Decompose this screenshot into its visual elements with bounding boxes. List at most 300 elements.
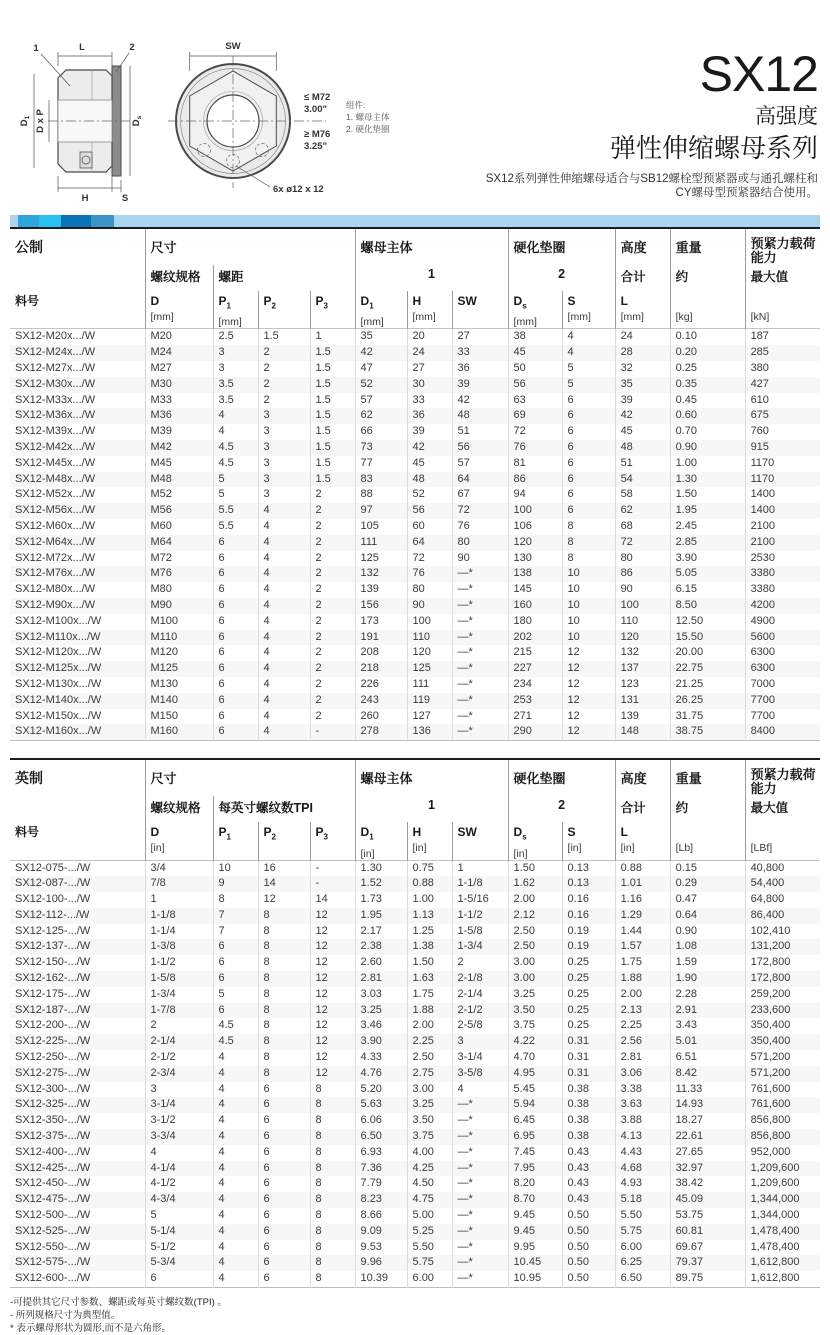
value-cell: 4 bbox=[562, 329, 615, 345]
part-number-cell: SX12-300-.../W bbox=[15, 1082, 91, 1095]
value-cell: 6 bbox=[213, 598, 258, 614]
value-cell: 0.70 bbox=[670, 424, 745, 440]
table-row bbox=[10, 709, 820, 725]
value-cell: 0.10 bbox=[670, 329, 745, 345]
table-row bbox=[10, 487, 820, 503]
value-cell: 3-1/2 bbox=[145, 1113, 213, 1129]
value-cell: 123 bbox=[615, 677, 670, 693]
sub-header-row bbox=[10, 265, 820, 291]
value-cell: 6300 bbox=[745, 661, 820, 677]
value-cell: 5-1/2 bbox=[145, 1240, 213, 1256]
table-row bbox=[10, 1066, 820, 1082]
column-header-cell: [kg] bbox=[670, 291, 745, 329]
value-cell: 5 bbox=[213, 487, 258, 503]
table-row bbox=[10, 1097, 820, 1113]
value-cell: —* bbox=[452, 1129, 508, 1145]
column-header-cell: [Lb] bbox=[670, 822, 745, 860]
value-cell: —* bbox=[452, 1271, 508, 1287]
table-row bbox=[10, 1082, 820, 1098]
column-header-cell: [kN] bbox=[745, 291, 820, 329]
value-cell: 2 bbox=[310, 661, 355, 677]
part-number-cell: SX12-175-.../W bbox=[15, 987, 91, 1000]
value-cell: 0.90 bbox=[670, 440, 745, 456]
value-cell: 9.45 bbox=[508, 1208, 562, 1224]
value-cell: 215 bbox=[508, 645, 562, 661]
value-cell: —* bbox=[452, 1255, 508, 1271]
column-header-cell: S [in] bbox=[562, 822, 615, 860]
value-cell: 0.38 bbox=[562, 1097, 615, 1113]
value-cell: 1.59 bbox=[670, 955, 745, 971]
value-cell: —* bbox=[452, 598, 508, 614]
value-cell: 3.5 bbox=[213, 377, 258, 393]
value-cell: 1 bbox=[310, 329, 355, 345]
value-cell: 610 bbox=[745, 393, 820, 409]
value-cell: 100 bbox=[508, 503, 562, 519]
value-cell: 5.63 bbox=[355, 1097, 407, 1113]
value-cell: 12 bbox=[310, 1003, 355, 1019]
value-cell: 1.44 bbox=[615, 924, 670, 940]
imperial-table-body bbox=[10, 860, 820, 1288]
value-cell: 10 bbox=[562, 598, 615, 614]
table-row bbox=[10, 955, 820, 971]
value-cell: 2.25 bbox=[407, 1034, 452, 1050]
part-number-cell: SX12-M27x.../W bbox=[15, 361, 96, 374]
value-cell: 136 bbox=[407, 724, 452, 740]
value-cell: 6.00 bbox=[407, 1271, 452, 1287]
value-cell: 1.5 bbox=[258, 329, 310, 345]
value-cell: 36 bbox=[407, 408, 452, 424]
approx-header: 约 bbox=[670, 796, 745, 822]
value-cell: 64 bbox=[407, 535, 452, 551]
value-cell: 856,800 bbox=[745, 1129, 820, 1145]
value-cell: 1-5/16 bbox=[452, 892, 508, 908]
value-cell: 5.5 bbox=[213, 519, 258, 535]
value-cell: 1.25 bbox=[407, 924, 452, 940]
value-cell: 2 bbox=[258, 377, 310, 393]
value-cell: 5.20 bbox=[355, 1082, 407, 1098]
value-cell: 1 bbox=[452, 860, 508, 876]
value-cell: 42 bbox=[615, 408, 670, 424]
value-cell: 62 bbox=[355, 408, 407, 424]
value-cell: 5 bbox=[213, 472, 258, 488]
table-row bbox=[10, 1208, 820, 1224]
table-row bbox=[10, 908, 820, 924]
value-cell: 4.43 bbox=[615, 1145, 670, 1161]
value-cell: 54 bbox=[615, 472, 670, 488]
value-cell: 80 bbox=[452, 535, 508, 551]
value-cell: 138 bbox=[508, 566, 562, 582]
value-cell: M52 bbox=[145, 487, 213, 503]
part-number-cell: SX12-M72x.../W bbox=[15, 551, 96, 564]
value-cell: 9.95 bbox=[508, 1240, 562, 1256]
value-cell: 350,400 bbox=[745, 1034, 820, 1050]
value-cell: 1-1/8 bbox=[452, 876, 508, 892]
column-header-cell: D [in] bbox=[145, 822, 213, 860]
value-cell: 2.50 bbox=[508, 924, 562, 940]
part-number-cell: SX12-M33x.../W bbox=[15, 393, 96, 406]
value-cell: 33 bbox=[452, 345, 508, 361]
value-cell: 1-7/8 bbox=[145, 1003, 213, 1019]
value-cell: 12 bbox=[562, 709, 615, 725]
part-number-cell: SX12-M48x.../W bbox=[15, 472, 96, 485]
part-number-cell: SX12-200-.../W bbox=[15, 1019, 91, 1032]
value-cell: 6 bbox=[562, 393, 615, 409]
group-height: 高度 bbox=[615, 759, 670, 796]
value-cell: 8 bbox=[258, 1066, 310, 1082]
value-cell: 4-1/2 bbox=[145, 1176, 213, 1192]
part-number-cell: SX12-225-.../W bbox=[15, 1035, 91, 1048]
value-cell: 131 bbox=[615, 693, 670, 709]
value-cell: 1.95 bbox=[355, 908, 407, 924]
part-number-cell: SX12-112-.../W bbox=[15, 908, 90, 921]
column-header-cell: S [mm] bbox=[562, 291, 615, 329]
part-number-cell: SX12-M76x.../W bbox=[15, 567, 96, 580]
metric-table-body bbox=[10, 329, 820, 741]
group-size: 尺寸 bbox=[145, 759, 355, 796]
value-cell: 2.5 bbox=[213, 329, 258, 345]
value-cell: 4 bbox=[213, 1145, 258, 1161]
value-cell: 427 bbox=[745, 377, 820, 393]
value-cell: 0.25 bbox=[562, 971, 615, 987]
value-cell: 132 bbox=[355, 566, 407, 582]
value-cell: 4 bbox=[258, 582, 310, 598]
value-cell: 145 bbox=[508, 582, 562, 598]
table-row bbox=[10, 1018, 820, 1034]
value-cell: M33 bbox=[145, 393, 213, 409]
value-cell: 4 bbox=[213, 1161, 258, 1177]
value-cell: 5.25 bbox=[407, 1224, 452, 1240]
value-cell: 1.38 bbox=[407, 939, 452, 955]
value-cell: 0.13 bbox=[562, 876, 615, 892]
value-cell: 253 bbox=[508, 693, 562, 709]
value-cell: 4 bbox=[213, 424, 258, 440]
legend-title: 组件: bbox=[346, 100, 366, 110]
value-cell: 1.01 bbox=[615, 876, 670, 892]
table-row bbox=[10, 1034, 820, 1050]
value-cell: 2-3/4 bbox=[145, 1066, 213, 1082]
table-row bbox=[10, 582, 820, 598]
value-cell: 0.15 bbox=[670, 860, 745, 876]
value-cell: 10.95 bbox=[508, 1271, 562, 1287]
group-header-row bbox=[10, 759, 820, 796]
value-cell: M120 bbox=[145, 645, 213, 661]
part-number-cell: SX12-M120x.../W bbox=[15, 646, 102, 659]
group-weight: 重量 bbox=[670, 759, 745, 796]
value-cell: 10 bbox=[562, 582, 615, 598]
value-cell: 2 bbox=[310, 645, 355, 661]
value-cell: 57 bbox=[452, 456, 508, 472]
value-cell: 4 bbox=[258, 630, 310, 646]
value-cell: 2 bbox=[310, 551, 355, 567]
value-cell: 8 bbox=[258, 1003, 310, 1019]
table-row bbox=[10, 1255, 820, 1271]
part-number-cell: SX12-M125x.../W bbox=[15, 662, 102, 675]
value-cell: 60 bbox=[407, 519, 452, 535]
value-cell: 88 bbox=[355, 487, 407, 503]
value-cell: 3.63 bbox=[615, 1097, 670, 1113]
group-nut-body: 螺母主体 bbox=[355, 759, 508, 796]
group-height: 高度 bbox=[615, 228, 670, 265]
part-number-cell: SX12-525-.../W bbox=[15, 1224, 91, 1237]
value-cell: 6.25 bbox=[615, 1255, 670, 1271]
metric-table bbox=[10, 227, 820, 741]
table-row bbox=[10, 924, 820, 940]
value-cell: 69 bbox=[508, 408, 562, 424]
value-cell: 8.20 bbox=[508, 1176, 562, 1192]
value-cell: 3.75 bbox=[407, 1129, 452, 1145]
value-cell: 6 bbox=[562, 487, 615, 503]
value-cell: 39 bbox=[452, 377, 508, 393]
value-cell: M39 bbox=[145, 424, 213, 440]
value-cell: 6 bbox=[258, 1192, 310, 1208]
dim-washer-thickness-label: S bbox=[121, 193, 129, 204]
value-cell: 6 bbox=[213, 582, 258, 598]
table-row bbox=[10, 424, 820, 440]
value-cell: 26.25 bbox=[670, 693, 745, 709]
part-number-cell: SX12-100-.../W bbox=[15, 893, 91, 906]
bore-circle bbox=[207, 95, 259, 147]
value-cell: 2100 bbox=[745, 535, 820, 551]
value-cell: 33 bbox=[407, 393, 452, 409]
value-cell: 8 bbox=[310, 1224, 355, 1240]
value-cell: M160 bbox=[145, 724, 213, 740]
page-subtitle-strength: 高强度 bbox=[755, 105, 818, 128]
empty-cell bbox=[10, 796, 145, 822]
group-washer: 硬化垫圈 bbox=[508, 759, 615, 796]
value-cell: 6 bbox=[562, 408, 615, 424]
value-cell: 4 bbox=[258, 661, 310, 677]
column-header-cell: SW bbox=[452, 291, 508, 329]
value-cell: 39 bbox=[407, 424, 452, 440]
value-cell: 6 bbox=[213, 971, 258, 987]
value-cell: —* bbox=[452, 1097, 508, 1113]
value-cell: 77 bbox=[355, 456, 407, 472]
value-cell: 3380 bbox=[745, 582, 820, 598]
value-cell: 20.00 bbox=[670, 645, 745, 661]
value-cell: 1-1/8 bbox=[145, 908, 213, 924]
part-number-cell: SX12-M56x.../W bbox=[15, 504, 96, 517]
value-cell: 7.36 bbox=[355, 1161, 407, 1177]
part-number-cell: SX12-500-.../W bbox=[15, 1209, 91, 1222]
hex-limit-small-inch: 3.00" bbox=[304, 104, 327, 115]
value-cell: 173 bbox=[355, 614, 407, 630]
part-number-cell: SX12-125-.../W bbox=[15, 924, 91, 937]
value-cell: 2.28 bbox=[670, 987, 745, 1003]
column-header-cell: $P_2$ bbox=[258, 822, 310, 860]
group-size: 尺寸 bbox=[145, 228, 355, 265]
value-cell: 1.13 bbox=[407, 908, 452, 924]
value-cell: 12 bbox=[310, 939, 355, 955]
table-row bbox=[10, 440, 820, 456]
max-header: 最大值 bbox=[745, 796, 820, 822]
value-cell: 3 bbox=[145, 1082, 213, 1098]
value-cell: 8.23 bbox=[355, 1192, 407, 1208]
value-cell: 4.95 bbox=[508, 1066, 562, 1082]
table-row bbox=[10, 677, 820, 693]
table-row bbox=[10, 987, 820, 1003]
value-cell: 0.13 bbox=[562, 860, 615, 876]
value-cell: 4.25 bbox=[407, 1161, 452, 1177]
value-cell: 1.5 bbox=[310, 345, 355, 361]
value-cell: 39 bbox=[615, 393, 670, 409]
value-cell: - bbox=[310, 860, 355, 876]
nut-drawing-svg bbox=[8, 36, 428, 211]
value-cell: —* bbox=[452, 1192, 508, 1208]
value-cell: 2 bbox=[310, 582, 355, 598]
value-cell: 1170 bbox=[745, 472, 820, 488]
value-cell: 3.00 bbox=[407, 1082, 452, 1098]
value-cell: 12 bbox=[310, 1066, 355, 1082]
value-cell: 4.70 bbox=[508, 1050, 562, 1066]
value-cell: 290 bbox=[508, 724, 562, 740]
value-cell: 1.5 bbox=[310, 361, 355, 377]
value-cell: 76 bbox=[407, 566, 452, 582]
value-cell: 6.00 bbox=[615, 1240, 670, 1256]
table-row bbox=[10, 329, 820, 345]
value-cell: 4.5 bbox=[213, 1018, 258, 1034]
value-cell: 111 bbox=[407, 677, 452, 693]
table-row bbox=[10, 456, 820, 472]
value-cell: 4 bbox=[258, 614, 310, 630]
value-cell: —* bbox=[452, 661, 508, 677]
value-cell: —* bbox=[452, 566, 508, 582]
part-number-cell: SX12-M90x.../W bbox=[15, 598, 96, 611]
value-cell: 86,400 bbox=[745, 908, 820, 924]
value-cell: 6 bbox=[258, 1240, 310, 1256]
part-number-cell: SX12-M130x.../W bbox=[15, 677, 102, 690]
value-cell: 234 bbox=[508, 677, 562, 693]
value-cell: 94 bbox=[508, 487, 562, 503]
value-cell: 22.75 bbox=[670, 661, 745, 677]
column-header-cell: $P_2$ bbox=[258, 291, 310, 329]
value-cell: 1.50 bbox=[508, 860, 562, 876]
value-cell: 52 bbox=[407, 487, 452, 503]
value-cell: 12 bbox=[310, 924, 355, 940]
value-cell: - bbox=[310, 724, 355, 740]
value-cell: 10.45 bbox=[508, 1255, 562, 1271]
value-cell: 3.75 bbox=[508, 1018, 562, 1034]
sub-header-row bbox=[10, 796, 820, 822]
value-cell: 8 bbox=[310, 1145, 355, 1161]
value-cell: 2.75 bbox=[407, 1066, 452, 1082]
dim-thread-label: D x P bbox=[35, 109, 46, 133]
value-cell: 952,000 bbox=[745, 1145, 820, 1161]
value-cell: 30 bbox=[407, 377, 452, 393]
value-cell: 125 bbox=[407, 661, 452, 677]
value-cell: 3-5/8 bbox=[452, 1066, 508, 1082]
accent-bar-segment bbox=[61, 215, 91, 227]
table-row bbox=[10, 1145, 820, 1161]
value-cell: 86 bbox=[615, 566, 670, 582]
value-cell: 2 bbox=[258, 361, 310, 377]
value-cell: 0.25 bbox=[562, 987, 615, 1003]
value-cell: 76 bbox=[452, 519, 508, 535]
value-cell: 8 bbox=[310, 1271, 355, 1287]
value-cell: 5 bbox=[562, 377, 615, 393]
value-cell: 172,800 bbox=[745, 955, 820, 971]
value-cell: 139 bbox=[355, 582, 407, 598]
table-row bbox=[10, 598, 820, 614]
value-cell: 3 bbox=[258, 440, 310, 456]
value-cell: 6300 bbox=[745, 645, 820, 661]
value-cell: —* bbox=[452, 630, 508, 646]
value-cell: 32.97 bbox=[670, 1161, 745, 1177]
part-number-cell: SX12-187-.../W bbox=[15, 1003, 91, 1016]
value-cell: 3.43 bbox=[670, 1018, 745, 1034]
value-cell: M42 bbox=[145, 440, 213, 456]
value-cell: 1,478,400 bbox=[745, 1240, 820, 1256]
description-line-2: CY螺母型预紧器结合使用。 bbox=[675, 187, 818, 199]
value-cell: 48 bbox=[615, 440, 670, 456]
value-cell: 6 bbox=[213, 535, 258, 551]
value-cell: M48 bbox=[145, 472, 213, 488]
value-cell: 3380 bbox=[745, 566, 820, 582]
value-cell: 2 bbox=[145, 1018, 213, 1034]
value-cell: 243 bbox=[355, 693, 407, 709]
value-cell: 4.93 bbox=[615, 1176, 670, 1192]
part-number-cell: SX12-162-.../W bbox=[15, 972, 91, 985]
value-cell: 5-1/4 bbox=[145, 1224, 213, 1240]
value-cell: 72 bbox=[508, 424, 562, 440]
column-header-cell: [LBf] bbox=[745, 822, 820, 860]
value-cell: 1.75 bbox=[407, 987, 452, 1003]
value-cell: 6 bbox=[258, 1255, 310, 1271]
value-cell: 10 bbox=[562, 566, 615, 582]
value-cell: 5.50 bbox=[615, 1208, 670, 1224]
dim-across-flats-label: SW bbox=[225, 41, 241, 52]
value-cell: 72 bbox=[407, 551, 452, 567]
value-cell: 3-1/4 bbox=[452, 1050, 508, 1066]
value-cell: 10 bbox=[562, 614, 615, 630]
part-number-cell: SX12-M36x.../W bbox=[15, 409, 96, 422]
value-cell: 259,200 bbox=[745, 987, 820, 1003]
value-cell: 2 bbox=[310, 677, 355, 693]
value-cell: 40,800 bbox=[745, 860, 820, 876]
value-cell: 80 bbox=[615, 551, 670, 567]
system-label: 公制 bbox=[15, 239, 43, 255]
value-cell: 12 bbox=[562, 724, 615, 740]
value-cell: 120 bbox=[615, 630, 670, 646]
value-cell: 380 bbox=[745, 361, 820, 377]
value-cell: 5.94 bbox=[508, 1097, 562, 1113]
tpi-header: 每英寸螺纹数TPI bbox=[213, 796, 355, 822]
value-cell: 119 bbox=[407, 693, 452, 709]
legend-item-nut-body: 1. 螺母主体 bbox=[346, 112, 390, 122]
value-cell: 51 bbox=[452, 424, 508, 440]
value-cell: 4.5 bbox=[213, 1034, 258, 1050]
value-cell: 2.81 bbox=[615, 1050, 670, 1066]
value-cell: 12 bbox=[310, 987, 355, 1003]
part-number-cell: SX12-375-.../W bbox=[15, 1130, 91, 1143]
part-number-cell: SX12-425-.../W bbox=[15, 1161, 91, 1174]
value-cell: 1-3/8 bbox=[145, 939, 213, 955]
dim-washer-dia-label: $D_s$ bbox=[131, 115, 143, 127]
value-cell: 8400 bbox=[745, 724, 820, 740]
value-cell: 4.50 bbox=[407, 1176, 452, 1192]
value-cell: 3.00 bbox=[508, 971, 562, 987]
value-cell: 2 bbox=[258, 345, 310, 361]
value-cell: 2-1/4 bbox=[145, 1034, 213, 1050]
value-cell: 9.45 bbox=[508, 1224, 562, 1240]
value-cell: 86 bbox=[508, 472, 562, 488]
value-cell: 0.35 bbox=[670, 377, 745, 393]
system-label: 英制 bbox=[15, 770, 43, 787]
value-cell: 1,478,400 bbox=[745, 1224, 820, 1240]
value-cell: 1-5/8 bbox=[145, 971, 213, 987]
value-cell: 12 bbox=[562, 677, 615, 693]
value-cell: 56 bbox=[407, 503, 452, 519]
value-cell: 3.5 bbox=[213, 393, 258, 409]
